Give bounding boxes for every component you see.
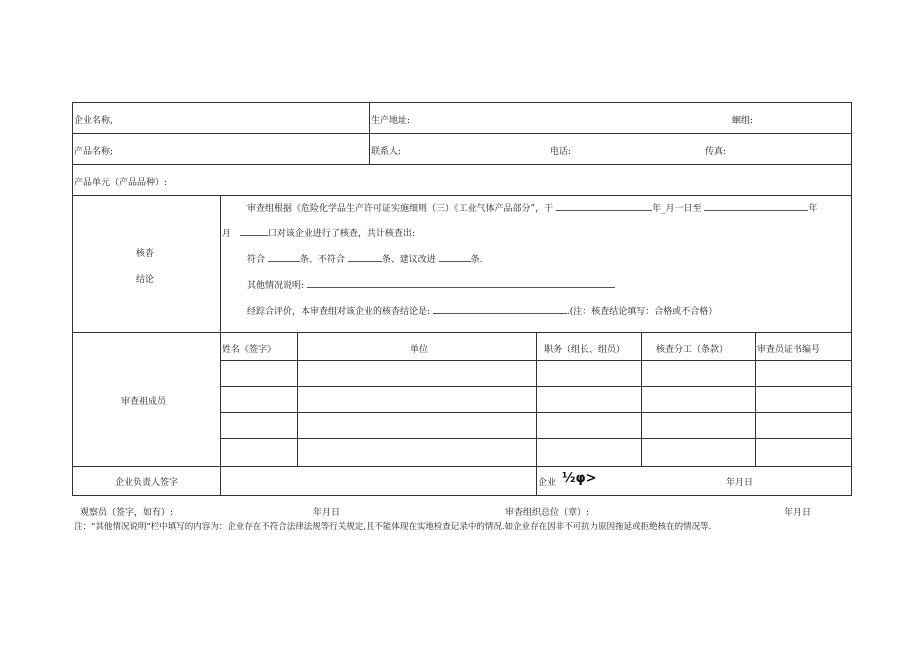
row-divider <box>72 164 852 165</box>
leader-signature-label: 企业负责人签字 <box>115 478 179 488</box>
sign-date: 年月日 <box>726 478 754 488</box>
header-unit: 单位 <box>410 345 429 355</box>
conclusion-line-5: 经踪合评价，本审查组对该企业的核杳结论是: .(注：核査结论填写：合格或不合格） <box>247 307 718 317</box>
conclusion-label-top: 核沓 <box>136 249 155 259</box>
company-seal-label: 企业 <box>538 478 557 488</box>
org-date: 年月日 <box>784 508 812 518</box>
header-cert-no: 审查员证书编号 <box>757 345 821 355</box>
conclusion-label-bottom: 结论 <box>136 275 155 285</box>
table-border-left <box>72 102 73 496</box>
row-divider <box>72 332 852 333</box>
table-border-top <box>72 102 852 103</box>
table-border-right <box>851 102 852 496</box>
postcode-label: 蛔组: <box>732 116 754 126</box>
count-blank <box>348 253 382 262</box>
date-blank <box>240 227 268 236</box>
date-blank <box>704 202 808 211</box>
col-divider <box>641 332 642 466</box>
col-divider <box>297 332 298 466</box>
col-divider <box>755 332 756 466</box>
row-divider <box>72 195 852 196</box>
header-duty: 核查分工（条款） <box>656 345 729 355</box>
team-label: 审查祖成员 <box>121 397 167 407</box>
conclusion-line-1: 审查组根据《危险化学品生产许可证实施细则（三）《工业气体产品部分”，干 年_月一日至 年 <box>247 204 818 214</box>
observer-label: 观察员（签字，如有）: <box>80 508 174 518</box>
conclusion-line-3: 符合 条、不符合 条、建议改进 条. <box>247 255 483 265</box>
count-blank <box>268 253 300 262</box>
conclusion-line-4: 其他情况说明: <box>247 278 615 291</box>
footnote: 注：“其他情况说明”栏中填写的内容为：企业存在不符合法律法规等行关规定,且不能体现在实地检查记录中的情况.如企业存在因非不可抗力原因拖延或拒绝核在的情况等. <box>74 522 712 532</box>
product-unit-label: 产品单元（产品品种）: <box>74 178 168 188</box>
date-blank <box>556 202 652 211</box>
company-name-label: 企业名称, <box>74 116 113 126</box>
observer-date: 年月日 <box>313 508 341 518</box>
org-seal-label: 审杳组织总位（章）: <box>505 508 590 518</box>
company-stamp: ½φ> <box>562 471 597 486</box>
fax-label: 传真: <box>705 147 727 157</box>
col-divider <box>220 195 221 495</box>
row-divider <box>72 466 852 467</box>
table-border-bottom <box>72 495 852 496</box>
address-label: 生产地址: <box>371 116 411 126</box>
header-name: 姓名《签字》 <box>222 345 277 355</box>
col-divider <box>536 332 537 495</box>
header-position: 职务（组长、组员） <box>544 345 626 355</box>
col-divider <box>369 102 370 164</box>
count-blank <box>439 253 471 262</box>
remarks-blank <box>307 279 615 288</box>
conclusion-line-2: 月 口对该企业进行了核查，共计核查出: <box>222 229 415 239</box>
row-divider <box>72 133 852 134</box>
product-name-label: 产品名称; <box>74 147 114 157</box>
contact-label: 联系人: <box>371 147 402 157</box>
result-blank <box>433 305 567 314</box>
phone-label: 电话: <box>550 147 572 157</box>
